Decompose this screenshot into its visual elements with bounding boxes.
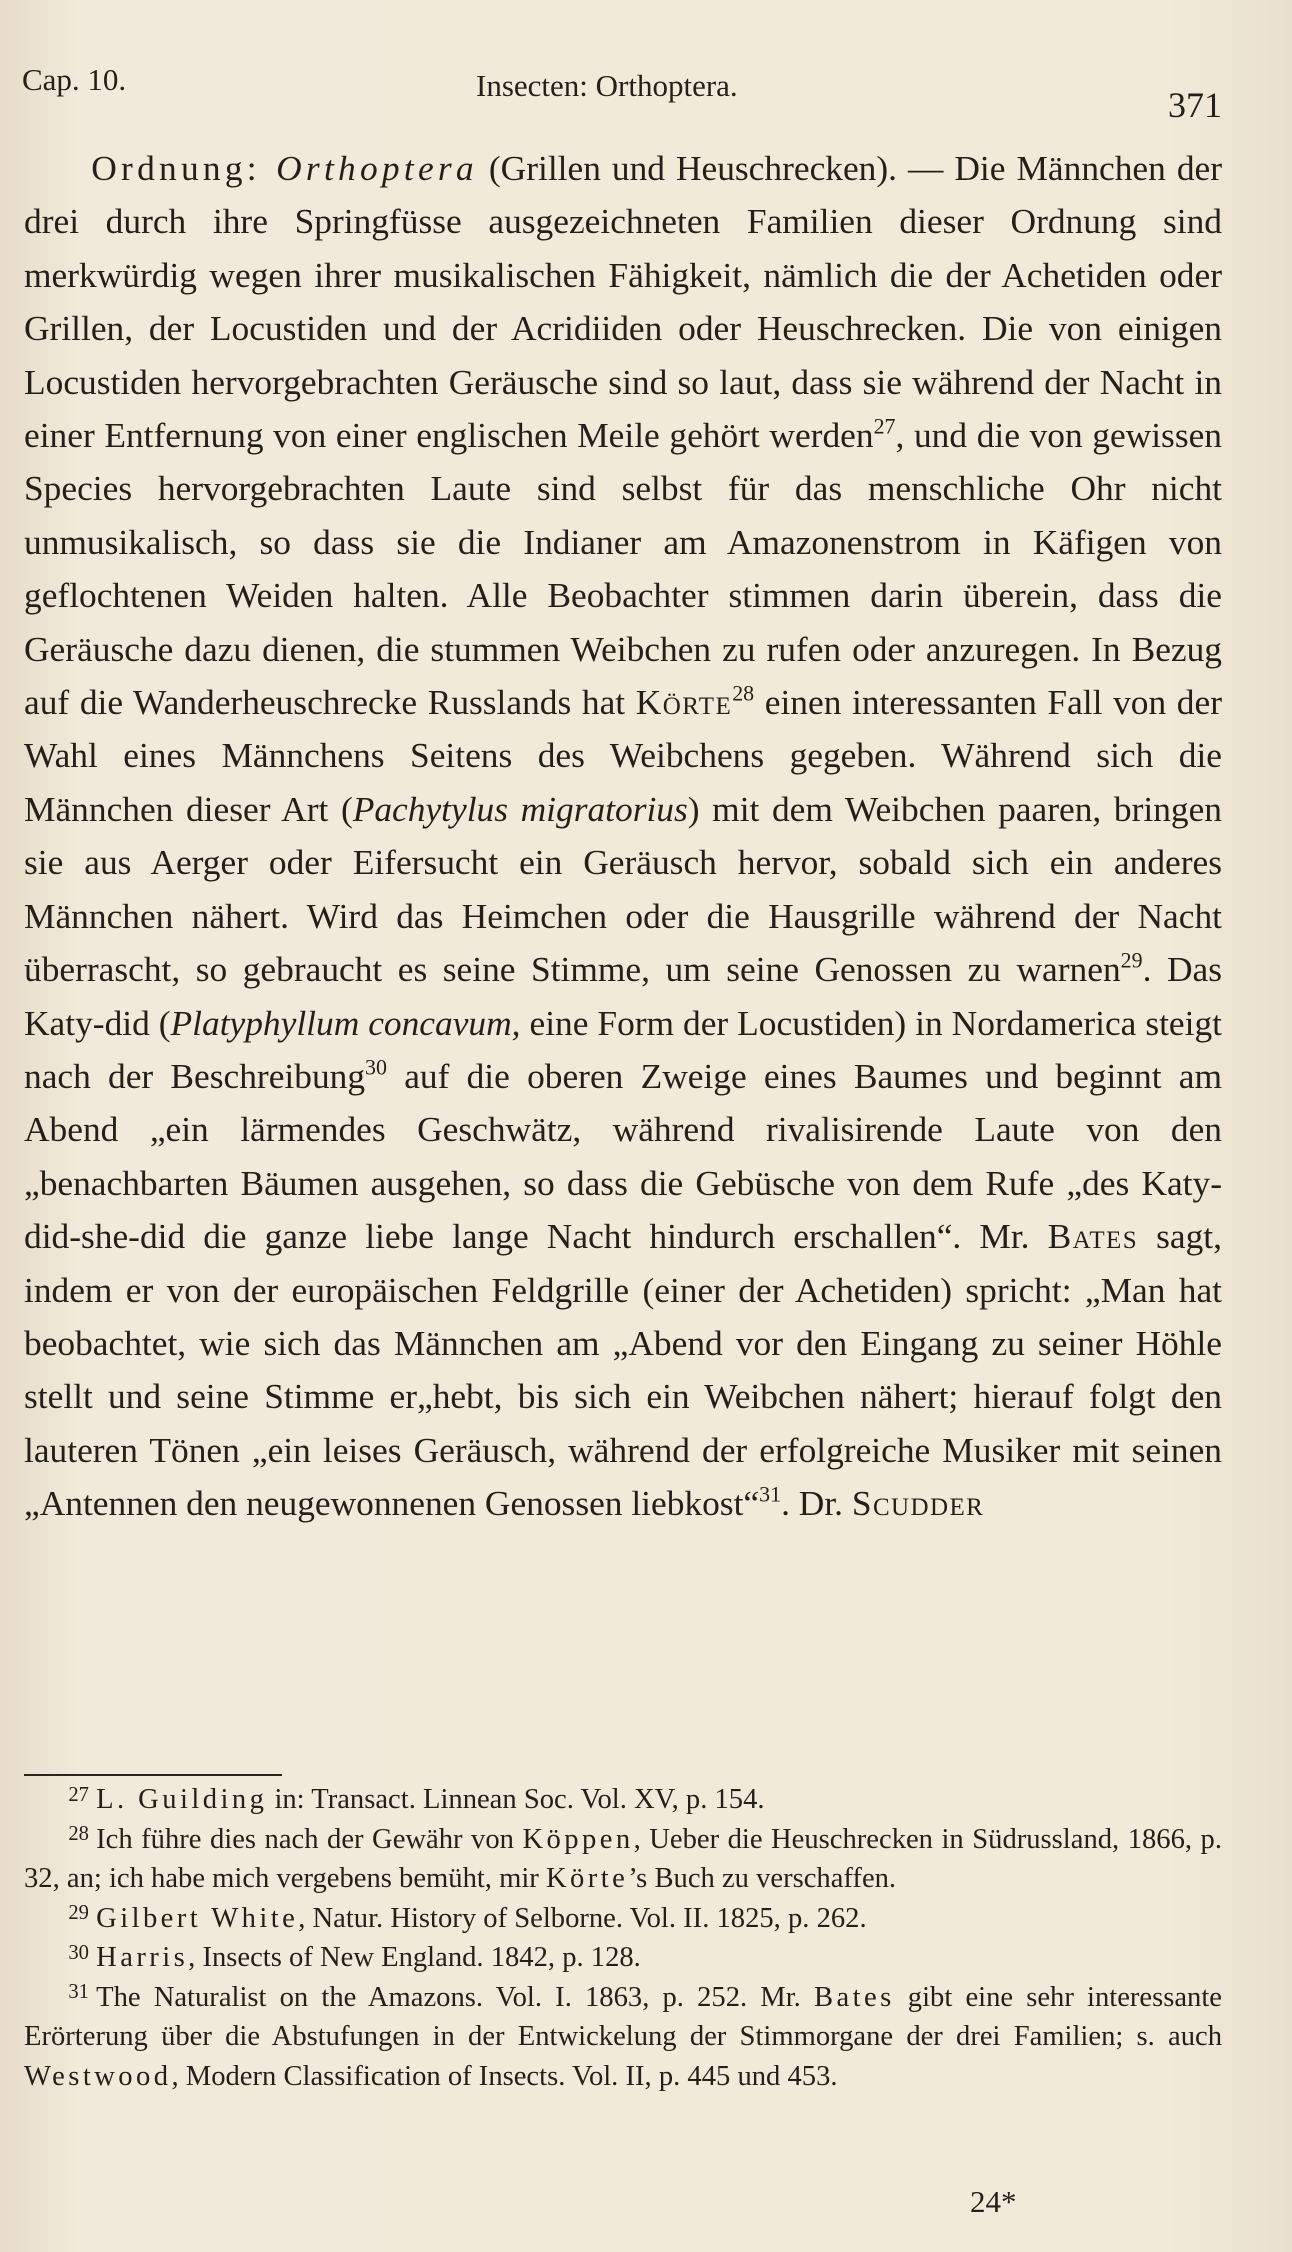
text-run: einen interessanten Fall von der Wahl eines Männchens Seitens des Weibchens gegeben. Während sich die Männchen dieser Art (: [24, 682, 1222, 829]
footnote-divider: [24, 1774, 282, 1776]
author-name: Westwood: [24, 2060, 172, 2092]
page-number: 371: [1168, 85, 1222, 125]
footnote-number: 30: [68, 1941, 89, 1964]
footnote-text: , Insects of New England. 1842, p. 128.: [188, 1942, 641, 1973]
footnotes: [24, 1780, 1222, 2096]
signature-mark: 24*: [970, 2184, 1017, 2219]
footnote-text: , Modern Classification of Insects. Vol. II, p. 445 und 453.: [171, 2060, 838, 2092]
text-run: sagt, indem er von der europäischen Feldgrille (einer der Achetiden) spricht: „Man hat beobachtet, wie sich das Männchen am „Abend vor den Eingang zu seiner Höhle stellt und seine Stimme er„hebt, bis sich ein Weibchen nähert; hierauf folgt den lauteren Tönen „ein leises Geräusch, während der erfolgreiche Musiker mit seinen „Antennen den neugewonnenen Genossen liebkost“: [24, 1216, 1222, 1524]
footnote-31: [24, 1978, 1222, 2097]
text-run: . Das Katy-did (: [24, 949, 1222, 1043]
author-name: Körte: [635, 682, 733, 723]
footnote-number: 31: [68, 1981, 89, 2004]
running-title: Insecten: Orthoptera.: [476, 68, 738, 103]
taxon-name: Platyphyllum concavum,: [170, 1002, 521, 1043]
footnote-text: in: Transact. Linnean Soc. Vol. XV, p. 154.: [267, 1784, 765, 1815]
footnote-ref: 28: [732, 680, 755, 706]
text-run: Ordnung:: [91, 148, 277, 188]
footnote-text: gibt eine sehr interessante Erörterung über die Abstufungen in der Entwickelung der Stimmorgane der drei Familien; s. auch: [24, 1981, 1222, 2052]
main-text: [24, 142, 1222, 1531]
author-name: Bates: [813, 1981, 895, 2013]
footnote-text: , Natur. History of Selborne. Vol. II. 1825, p. 262.: [298, 1902, 867, 1934]
taxon-name: Pachytylus migratorius: [352, 788, 688, 829]
footnote-28: [24, 1820, 1222, 1899]
text-run: (Grillen und Heuschrecken). — Die Männchen der drei durch ihre Springfüsse ausgezeichneten Familien dieser Ordnung sind merkwürdig wegen ihrer musikalischen Fähigkeit, nämlich die der Achetiden oder Grillen, der Locustiden und der Acridiiden oder Heuschrecken. Die von einigen Locustiden hervorgebrachten Geräusche sind so laut, dass sie während der Nacht in einer Entfernung von einer englischen Meile gehört werden: [24, 148, 1223, 456]
footnote-27: [24, 1780, 1222, 1820]
text-run: auf die oberen Zweige eines Baumes und beginnt am Abend „ein lärmendes Geschwätz, während rivalisirende Laute von den „benachbarten Bäumen ausgehen, so dass die Gebüsche von dem Rufe „des Katy-did-she-did die ganze liebe lange Nacht hindurch erschallen“. Mr.: [24, 1055, 1223, 1257]
footnote-ref: 31: [759, 1481, 782, 1507]
footnote-text: The Naturalist on the Amazons. Vol. I. 1863, p. 252. Mr.: [96, 1981, 814, 2013]
text-run: ) mit dem Weibchen paaren, bringen sie aus Aerger oder Eifersucht ein Geräusch hervor, sobald sich ein anderes Männchen nähert. Wird das Heimchen oder die Hausgrille während der Nacht überrascht, so gebraucht es seine Stimme, um seine Genossen zu warnen: [24, 788, 1222, 990]
footnote-ref: 30: [365, 1054, 387, 1080]
author-name: Bates: [1047, 1216, 1139, 1257]
author-name: L. Guilding: [96, 1784, 268, 1815]
text-run: . Dr.: [781, 1483, 852, 1524]
paragraph: [24, 142, 1222, 1531]
footnote-text: Ich führe dies nach der Gewähr von: [96, 1823, 523, 1855]
text-run: , und die von gewissen Species hervorgebrachten Laute sind selbst für das menschliche Ohr nicht unmusikalisch, so dass sie die Indianer am Amazonenstrom in Käfigen von geflochtenen Weiden halten. Alle Beobachter stimmen darin überein, dass die Geräusche dazu dienen, die stummen Weibchen zu rufen oder anzuregen. In Bezug auf die Wanderheuschrecke Russlands hat: [24, 415, 1223, 723]
footnote-30: [24, 1938, 1222, 1978]
footnote-29: [24, 1899, 1222, 1939]
taxon-name: Orthoptera: [276, 148, 478, 188]
footnote-number: 29: [68, 1902, 89, 1925]
footnote-ref: 27: [873, 413, 896, 439]
footnote-text: ’s Buch zu verschaffen.: [628, 1863, 897, 1894]
author-name: Scudder: [851, 1483, 985, 1524]
footnote-number: 28: [68, 1823, 89, 1846]
author-name: Köppen: [522, 1823, 634, 1855]
footnote-number: 27: [68, 1783, 89, 1806]
text-run: eine Form der Locustiden) in Nordamerica steigt nach der Beschreibung: [24, 1002, 1222, 1096]
footnote-text: , Ueber die Heuschrecken in Südrussland, 1866, p. 32, an; ich habe mich vergebens bemüht, mir: [24, 1823, 1222, 1894]
footnote-ref: 29: [1120, 947, 1143, 973]
author-name: Körte: [545, 1863, 629, 1894]
author-name: Harris: [96, 1942, 189, 1973]
chapter-label: Cap. 10.: [22, 62, 127, 97]
author-name: Gilbert White: [96, 1902, 299, 1934]
running-head: [22, 62, 1222, 125]
